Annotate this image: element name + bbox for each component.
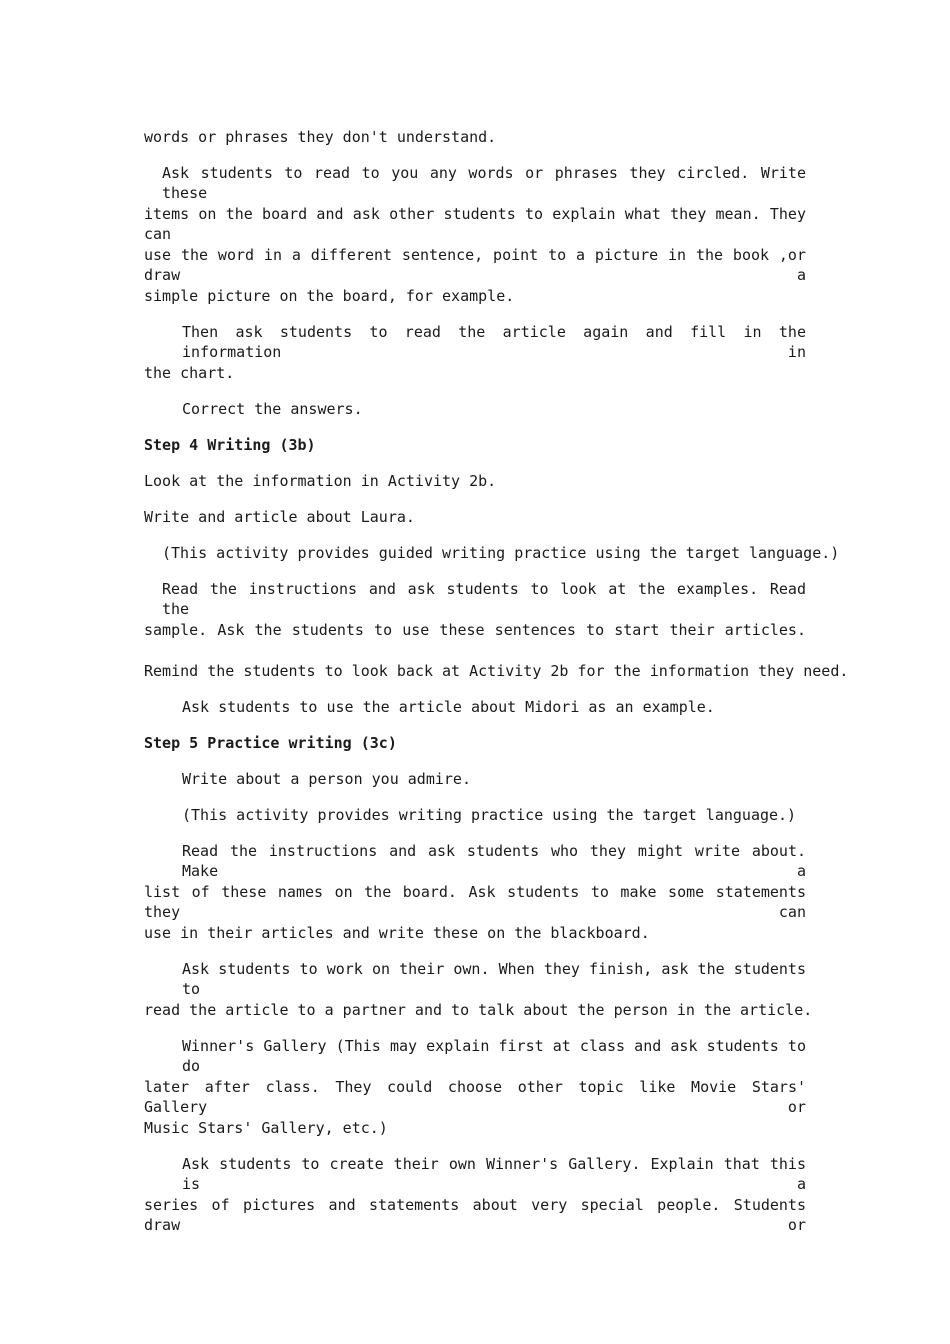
section-heading: Step 4 Writing (3b) <box>144 436 316 454</box>
paragraph-line: later after class. They could choose other topic like Movie Stars' Gallery or <box>144 1078 806 1116</box>
section-heading: Step 5 Practice writing (3c) <box>144 734 397 752</box>
paragraph-line: Read the instructions and ask students to look at the examples. Read the <box>162 580 806 618</box>
paragraph-line: (This activity provides guided writing practice using the target language.) <box>162 544 840 562</box>
paragraph-line: use the word in a different sentence, point to a picture in the book ,or draw a <box>144 246 806 284</box>
paragraph-line: Correct the answers. <box>182 400 363 418</box>
paragraph-line: Write and article about Laura. <box>144 508 415 526</box>
paragraph-line: Ask students to use the article about Midori as an example. <box>182 698 715 716</box>
paragraph-line: sample. Ask the students to use these sentences to start their articles. <box>144 621 806 639</box>
paragraph-line: items on the board and ask other students to explain what they mean. They can <box>144 205 806 243</box>
paragraph-line: Ask students to create their own Winner's Gallery. Explain that this is a <box>182 1155 806 1193</box>
paragraph-line: Look at the information in Activity 2b. <box>144 472 497 490</box>
paragraph-line: series of pictures and statements about very special people. Students draw or <box>144 1196 806 1234</box>
paragraph-line: Ask students to read to you any words or phrases they circled. Write these <box>162 164 806 202</box>
paragraph-line: Then ask students to read the article again and fill in the information in <box>182 323 806 361</box>
paragraph-line: the chart. <box>144 364 235 382</box>
paragraph-line: use in their articles and write these on the blackboard. <box>144 924 650 942</box>
paragraph-line: read the article to a partner and to talk about the person in the article. <box>144 1001 813 1019</box>
paragraph-line: Read the instructions and ask students who they might write about. Make a <box>182 842 806 880</box>
paragraph-line: Ask students to work on their own. When they finish, ask the students to <box>182 960 806 998</box>
paragraph-line: Music Stars' Gallery, etc.) <box>144 1119 388 1137</box>
paragraph-line: (This activity provides writing practice using the target language.) <box>182 806 797 824</box>
paragraph-line: Write about a person you admire. <box>182 770 471 788</box>
paragraph-line: Remind the students to look back at Activity 2b for the information they need. <box>144 662 849 680</box>
paragraph-line: simple picture on the board, for example. <box>144 287 515 305</box>
paragraph-line: words or phrases they don't understand. <box>144 128 497 146</box>
paragraph-line: list of these names on the board. Ask students to make some statements they can <box>144 883 806 921</box>
paragraph-line: Winner's Gallery (This may explain first at class and ask students to do <box>182 1037 806 1075</box>
